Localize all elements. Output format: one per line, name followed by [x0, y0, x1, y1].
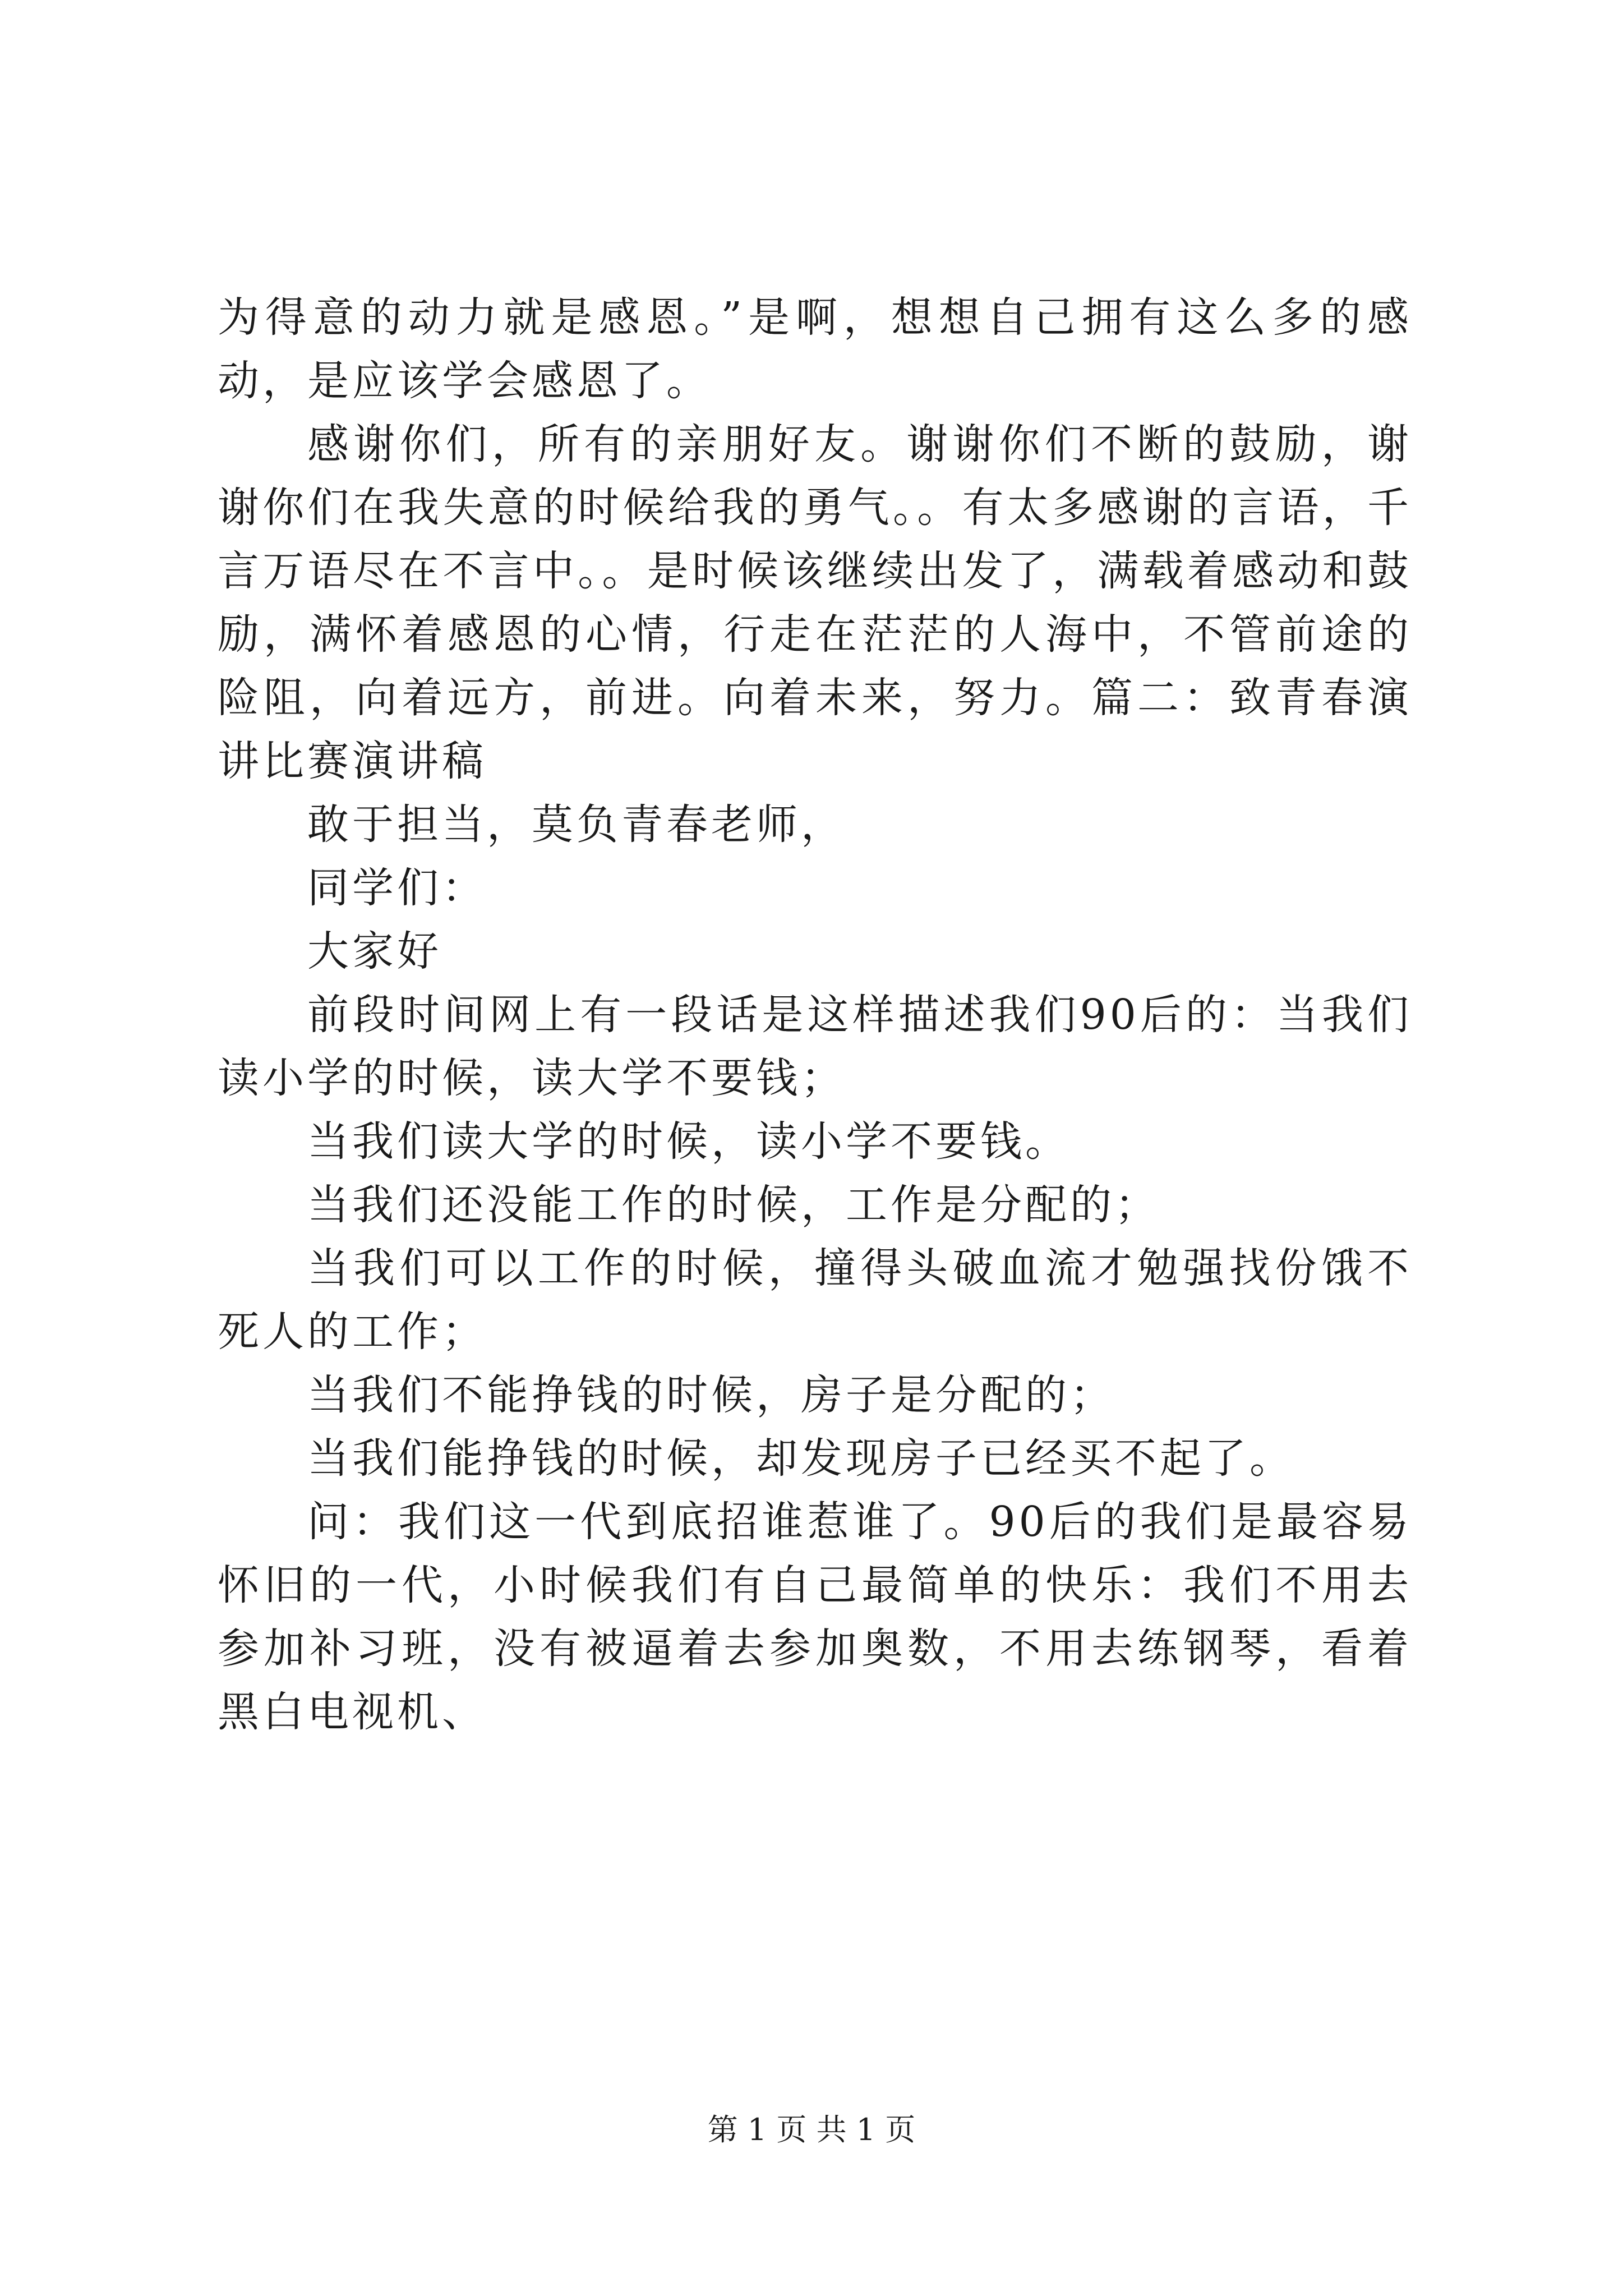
- paragraph-11: 当我们能挣钱的时候，却发现房子已经买不起了。: [307, 1434, 1294, 1483]
- page-number-label: 第 1 页 共 1 页: [707, 2112, 916, 2147]
- paragraph-6: 前段时间网上有一段话是这样描述我们90后的：当我们读小学的时候，读大学不要钱；: [218, 991, 1412, 1102]
- paragraph-1: 为得意的动力就是感恩。”是啊，想想自己拥有这么多的感动，是应该学会感恩了。: [218, 293, 1412, 405]
- paragraph-9: 当我们可以工作的时候，撞得头破血流才勉强找份饿不死人的工作；: [218, 1244, 1412, 1356]
- paragraph-4: 同学们：: [307, 864, 487, 912]
- paragraph-3: 敢于担当，莫负青春老师，: [307, 800, 846, 849]
- paragraph-5: 大家好: [307, 927, 442, 976]
- paragraph-2: 感谢你们，所有的亲朋好友。谢谢你们不断的鼓励，谢谢你们在我失意的时候给我的勇气。。有太多感谢的言语，千言万语尽在不言中。。是时候该继续出发了，满载着感动和鼓励，满怀着感恩的心情，行走在茫茫的人海中，不管前途的险阻，向着远方，前进。向着未来，努力。篇二：致青春演讲比赛演讲稿: [218, 420, 1412, 785]
- paragraph-10: 当我们不能挣钱的时候，房子是分配的；: [307, 1371, 1115, 1419]
- document-body: [218, 286, 1412, 1744]
- paragraph-8: 当我们还没能工作的时候，工作是分配的；: [307, 1181, 1160, 1229]
- paragraph-7: 当我们读大学的时候，读小学不要钱。: [307, 1117, 1070, 1166]
- page-footer: [0, 2110, 1623, 2150]
- paragraph-12: 问：我们这一代到底招谁惹谁了。90后的我们是最容易怀旧的一代，小时候我们有自己最简单的快乐：我们不用去参加补习班，没有被逼着去参加奥数，不用去练钢琴，看着黑白电视机、: [218, 1498, 1412, 1736]
